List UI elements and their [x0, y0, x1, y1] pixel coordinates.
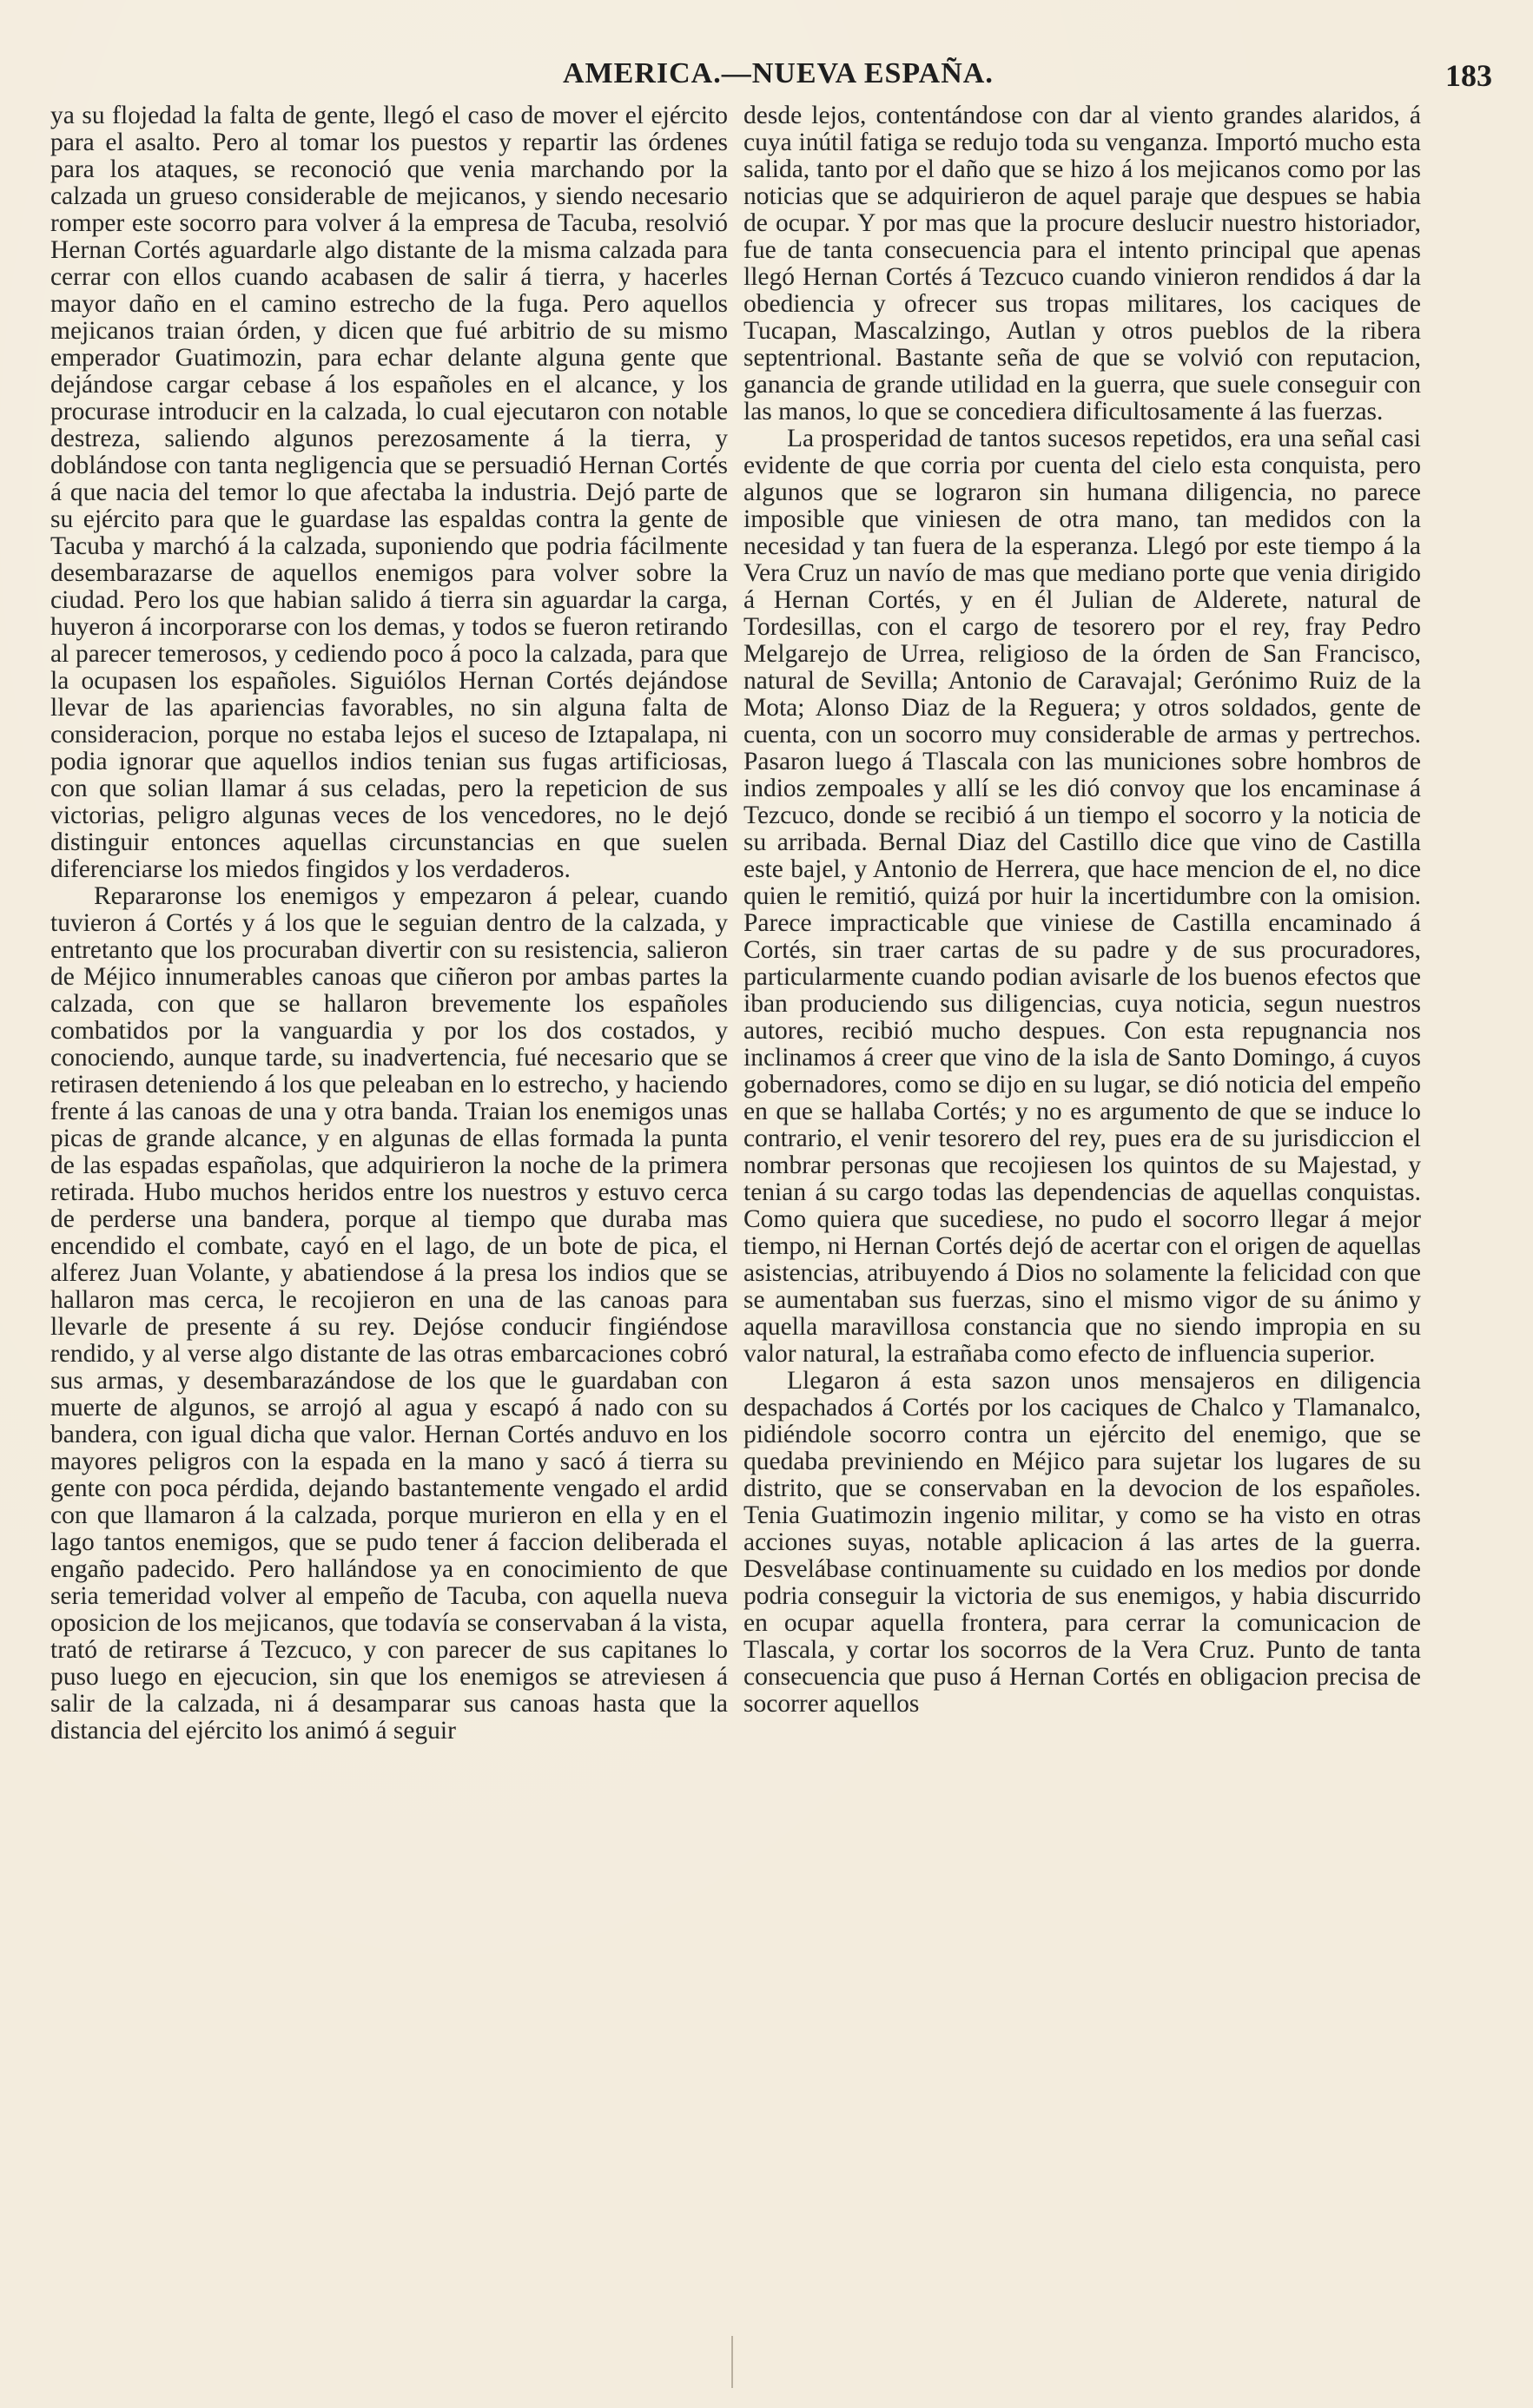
- right-column: [743, 102, 1421, 1718]
- paragraph: ya su flojedad la falta de gente, llegó el caso de mover el ejército para el asalto. Pero al tomar los puestos y repartir las órdenes para los ataques, se reconoció que venia marchando por la calzada un grueso considerable de mejicanos, y siendo necesario romper este socorro para volver á la empresa de Tacuba, resolvió Hernan Cortés aguardarle algo distante de la misma calzada para cerrar con ellos cuando acabasen de salir á tierra, y hacerles mayor daño en el camino estrecho de la fuga. Pero aquellos mejicanos traian órden, y dicen que fué arbitrio de su mismo emperador Guatimozin, para echar delante alguna gente que dejándose cargar cebase á los españoles en el alcance, y los procurase introducir en la calzada, lo cual ejecutaron con notable destreza, saliendo algunos perezosamente á la tierra, y doblándose con tanta negligencia que se persuadió Hernan Cortés á que nacia del temor lo que afectaba la industria. Dejó parte de su ejército para que le guardase las espaldas contra la gente de Tacuba y marchó á la calzada, suponiendo que podria fácilmente desembarazarse de aquellos enemigos para volver sobre la ciudad. Pero los que habian salido á tierra sin aguardar la carga, huyeron á incorporarse con los demas, y todos se fueron retirando al parecer temerosos, y cediendo poco á poco la calzada, para que la ocupasen los españoles. Siguiólos Hernan Cortés dejándose llevar de las apariencias favorables, no sin alguna falta de consideracion, porque no estaba lejos el suceso de Iztapalapa, ni podia ignorar que aquellos indios tenian sus fugas artificiosas, con que solian llamar á sus celadas, pero la repeticion de sus victorias, peligro algunas veces de los vencedores, no le dejó distinguir entonces aquellas circunstancias en que suelen diferenciarse los miedos fingidos y los verdaderos.: [50, 102, 728, 883]
- page-number: 183: [1445, 58, 1492, 93]
- paragraph: Llegaron á esta sazon unos mensajeros en diligencia despachados á Cortés por los caciques de Chalco y Tlamanalco, pidiéndole socorro contra un ejército del enemigo, que se quedaba previniendo en Méjico para sujetar los lugares de su distrito, que se conservaban en la devocion de los españoles. Tenia Guatimozin ingenio militar, y como se ha visto en otras acciones suyas, notable aplicacion á las artes de la guerra. Desvelábase continuamente su cuidado en los medios por donde podria conseguir la victoria de sus enemigos, y habia discurrido en ocupar aquella frontera, para cerrar la comunicacion de Tlascala, y cortar los socorros de la Vera Cruz. Punto de tanta consecuencia que puso á Hernan Cortés en obligacion precisa de socorrer aquellos: [743, 1367, 1421, 1718]
- paragraph: La prosperidad de tantos sucesos repetidos, era una señal casi evidente de que corria por cuenta del cielo esta conquista, pero algunos que se lograron sin humana diligencia, no parece imposible que viniesen de otra mano, tan medidos con la necesidad y tan fuera de la esperanza. Llegó por este tiempo á la Vera Cruz un navío de mas que mediano porte que venia dirigido á Hernan Cortés, y en él Julian de Alderete, natural de Tordesillas, con el cargo de tesorero por el rey, fray Pedro Melgarejo de Urrea, religioso de la órden de San Francisco, natural de Sevilla; Antonio de Caravajal; Gerónimo Ruiz de la Mota; Alonso Diaz de la Reguera; y otros soldados, gente de cuenta, con un socorro muy considerable de armas y pertrechos. Pasaron luego á Tlascala con las municiones sobre hombros de indios zempoales y allí se les dió convoy que los encaminase á Tezcuco, donde se recibió á un tiempo el socorro y la noticia de su arribada. Bernal Diaz del Castillo dice que vino de Castilla este bajel, y Antonio de Herrera, que hace mencion de el, no dice quien le remitió, quizá por huir la incertidumbre con la omision. Parece impracticable que viniese de Castilla encaminado á Cortés, sin traer cartas de su padre y de sus procuradores, particularmente cuando podian avisarle de los buenos efectos que iban produciendo sus diligencias, cuya noticia, segun nuestros autores, recibió mucho despues. Con esta repugnancia nos inclinamos á creer que vino de la isla de Santo Domingo, á cuyos gobernadores, como se dijo en su lugar, se dió noticia del empeño en que se hallaba Cortés; y no es argumento de que se induce lo contrario, el venir tesorero del rey, pues era de su jurisdiccion el nombrar personas que recojiesen los quintos de su Majestad, y tenian á su cargo todas las dependencias de aquellas conquistas. Como quiera que sucediese, no pudo el socorro llegar á mejor tiempo, ni Hernan Cortés dejó de acertar con el origen de aquellas asistencias, atribuyendo á Dios no solamente la felicidad con que se aumentaban sus fuerzas, sino el mismo vigor de su ánimo y aquella maravillosa constancia que no siendo impropia en su valor natural, la estrañaba como efecto de influencia superior.: [743, 425, 1421, 1368]
- column-divider: [731, 2336, 733, 2388]
- paragraph: desde lejos, contentándose con dar al viento grandes alaridos, á cuya inútil fatiga se redujo toda su venganza. Importó mucho esta salida, tanto por el daño que se hizo á los mejicanos como por las noticias que se adquirieron de aquel paraje que despues se habia de ocupar. Y por mas que la procure deslucir nuestro historiador, fue de tanta consecuencia para el intento principal que apenas llegó Hernan Cortés á Tezcuco cuando vinieron rendidos á dar la obediencia y ofrecer sus tropas militares, los caciques de Tucapan, Mascalzingo, Autlan y otros pueblos de la ribera septentrional. Bastante seña de que se volvió con reputacion, ganancia de grande utilidad en la guerra, que suele conseguir con las manos, lo que se concediera dificultosamente á las fuerzas.: [743, 102, 1421, 426]
- page-title: AMERICA.—NUEVA ESPAÑA.: [563, 57, 994, 89]
- left-column: [50, 102, 728, 1745]
- paragraph: Repararonse los enemigos y empezaron á pelear, cuando tuvieron á Cortés y á los que le seguian dentro de la calzada, y entretanto que los procuraban divertir con su resistencia, salieron de Méjico innumerables canoas que ciñeron por ambas partes la calzada, con que se hallaron brevemente los españoles combatidos por la vanguardia y por los dos costados, y conociendo, aunque tarde, su inadvertencia, fué necesario que se retirasen deteniendo á los que peleaban en lo estrecho, y haciendo frente á las canoas de una y otra banda. Traian los enemigos unas picas de grande alcance, y en algunas de ellas formada la punta de las espadas españolas, que adquirieron la noche de la primera retirada. Hubo muchos heridos entre los nuestros y estuvo cerca de perderse una bandera, porque al tiempo que duraba mas encendido el combate, cayó en el lago, de un bote de pica, el alferez Juan Volante, y abatiendose á la presa los indios que se hallaron mas cerca, le recojieron en una de las canoas para llevarle de presente á su rey. Dejóse conducir fingiéndose rendido, y al verse algo distante de las otras embarcaciones cobró sus armas, y desembarazándose de los que le guardaban con muerte de algunos, se arrojó al agua y escapó á nado con su bandera, con igual dicha que valor. Hernan Cortés anduvo en los mayores peligros con la espada en la mano y sacó á tierra su gente con poca pérdida, dejando bastantemente vengado el ardid con que llamaron á la calzada, porque murieron en ella y en el lago tantos enemigos, que se pudo tener á faccion deliberada el engaño padecido. Pero hallándose ya en conocimiento de que seria temeridad volver al empeño de Tacuba, con aquella nueva oposicion de los mejicanos, que todavía se conservaban á la vista, trató de retirarse á Tezcuco, y con parecer de sus capitanes lo puso luego en ejecucion, sin que los enemigos se atreviesen á salir de la calzada, ni á desamparar sus canoas hasta que la distancia del ejército los animó á seguir: [50, 882, 728, 1745]
